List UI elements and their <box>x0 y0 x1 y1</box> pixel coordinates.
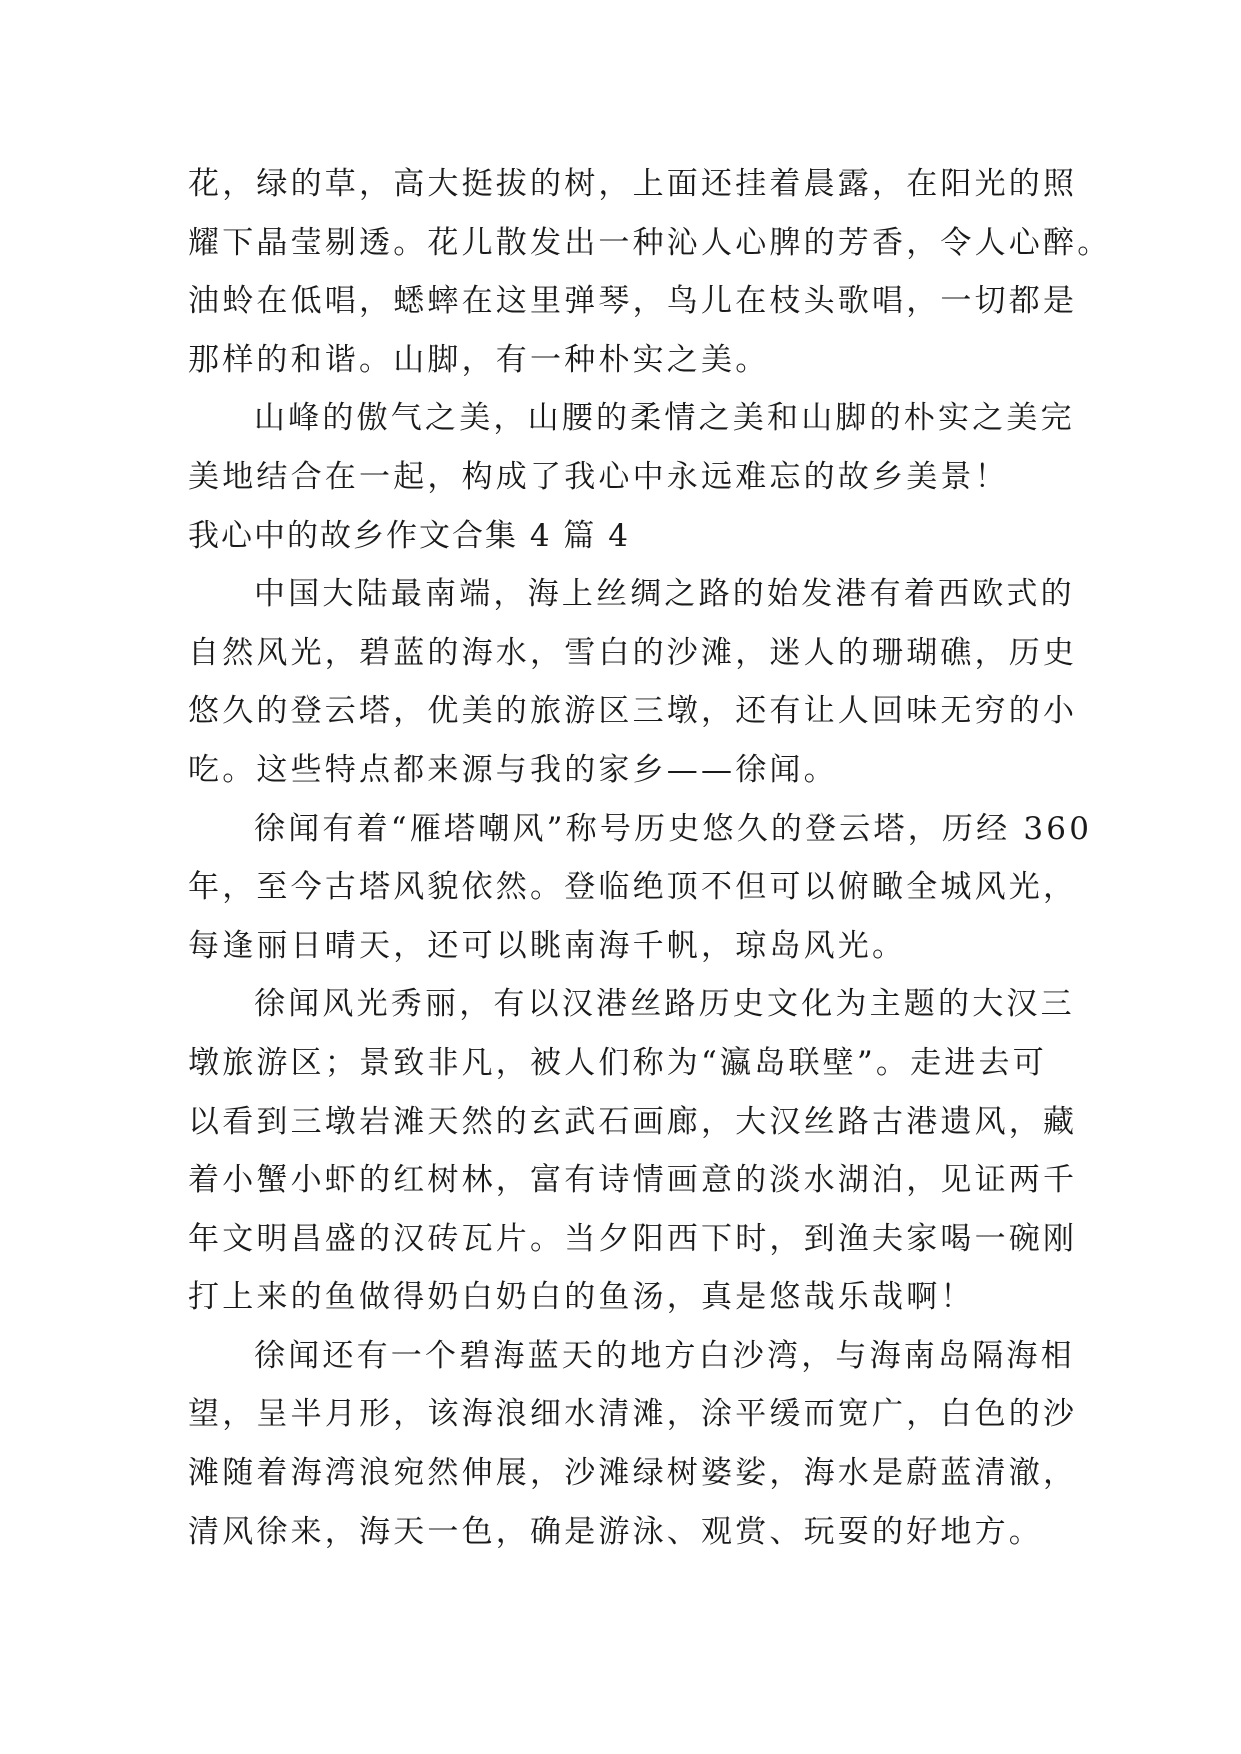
document-body <box>188 155 1112 1561</box>
paragraph-line: 悠久的登云塔，优美的旅游区三墩，还有让人回味无穷的小 <box>188 693 1078 730</box>
paragraph-line: 望，呈半月形，该海浪细水清滩，涂平缓而宽广，白色的沙 <box>188 1396 1078 1433</box>
paragraph-line: 徐闻有着“雁塔嘲风”称号历史悠久的登云塔，历经 360 <box>254 810 1093 847</box>
paragraph-line: 以看到三墩岩滩天然的玄武石画廊，大汉丝路古港遗风，藏 <box>188 1103 1078 1140</box>
section-heading: 我心中的故乡作文合集 4 篇 4 <box>188 517 631 554</box>
paragraph-line: 美地结合在一起，构成了我心中永远难忘的故乡美景！ <box>188 458 1009 495</box>
paragraph-line: 着小蟹小虾的红树林，富有诗情画意的淡水湖泊，见证两千 <box>188 1162 1078 1199</box>
paragraph-line: 清风徐来，海天一色，确是游泳、观赏、玩耍的好地方。 <box>188 1513 1043 1550</box>
paragraph-line: 吃。这些特点都来源与我的家乡——徐闻。 <box>188 751 838 788</box>
paragraph-line: 徐闻还有一个碧海蓝天的地方白沙湾，与海南岛隔海相 <box>254 1337 1075 1374</box>
paragraph-line: 花，绿的草，高大挺拔的树，上面还挂着晨露，在阳光的照 <box>188 166 1078 202</box>
paragraph-line: 年文明昌盛的汉砖瓦片。当夕阳西下时，到渔夫家喝一碗刚 <box>188 1220 1078 1257</box>
paragraph-line: 山峰的傲气之美，山腰的柔情之美和山脚的朴实之美完 <box>254 400 1075 437</box>
paragraph-line: 自然风光，碧蓝的海水，雪白的沙滩，迷人的珊瑚礁，历史 <box>188 634 1078 671</box>
paragraph-line: 每逢丽日晴天，还可以眺南海千帆，琼岛风光。 <box>188 927 907 964</box>
paragraph-line: 耀下晶莹剔透。花儿散发出一种沁人心脾的芳香，令人心醉。 <box>188 224 1112 261</box>
paragraph-line: 墩旅游区；景致非凡，被人们称为“瀛岛联壁”。走进去可 <box>188 1044 1047 1081</box>
paragraph-line: 徐闻风光秀丽，有以汉港丝路历史文化为主题的大汉三 <box>254 986 1075 1023</box>
paragraph-line: 油蛉在低唱，蟋蟀在这里弹琴，鸟儿在枝头歌唱，一切都是 <box>188 283 1078 320</box>
paragraph-line: 那样的和谐。山脚，有一种朴实之美。 <box>188 341 770 378</box>
paragraph-line: 中国大陆最南端，海上丝绸之路的始发港有着西欧式的 <box>254 576 1075 613</box>
paragraph-line: 年，至今古塔风貌依然。登临绝顶不但可以俯瞰全城风光， <box>188 869 1078 906</box>
paragraph-line: 打上来的鱼做得奶白奶白的鱼汤，真是悠哉乐哉啊！ <box>188 1279 975 1316</box>
paragraph-line: 滩随着海湾浪宛然伸展，沙滩绿树婆娑，海水是蔚蓝清澈， <box>188 1455 1078 1492</box>
